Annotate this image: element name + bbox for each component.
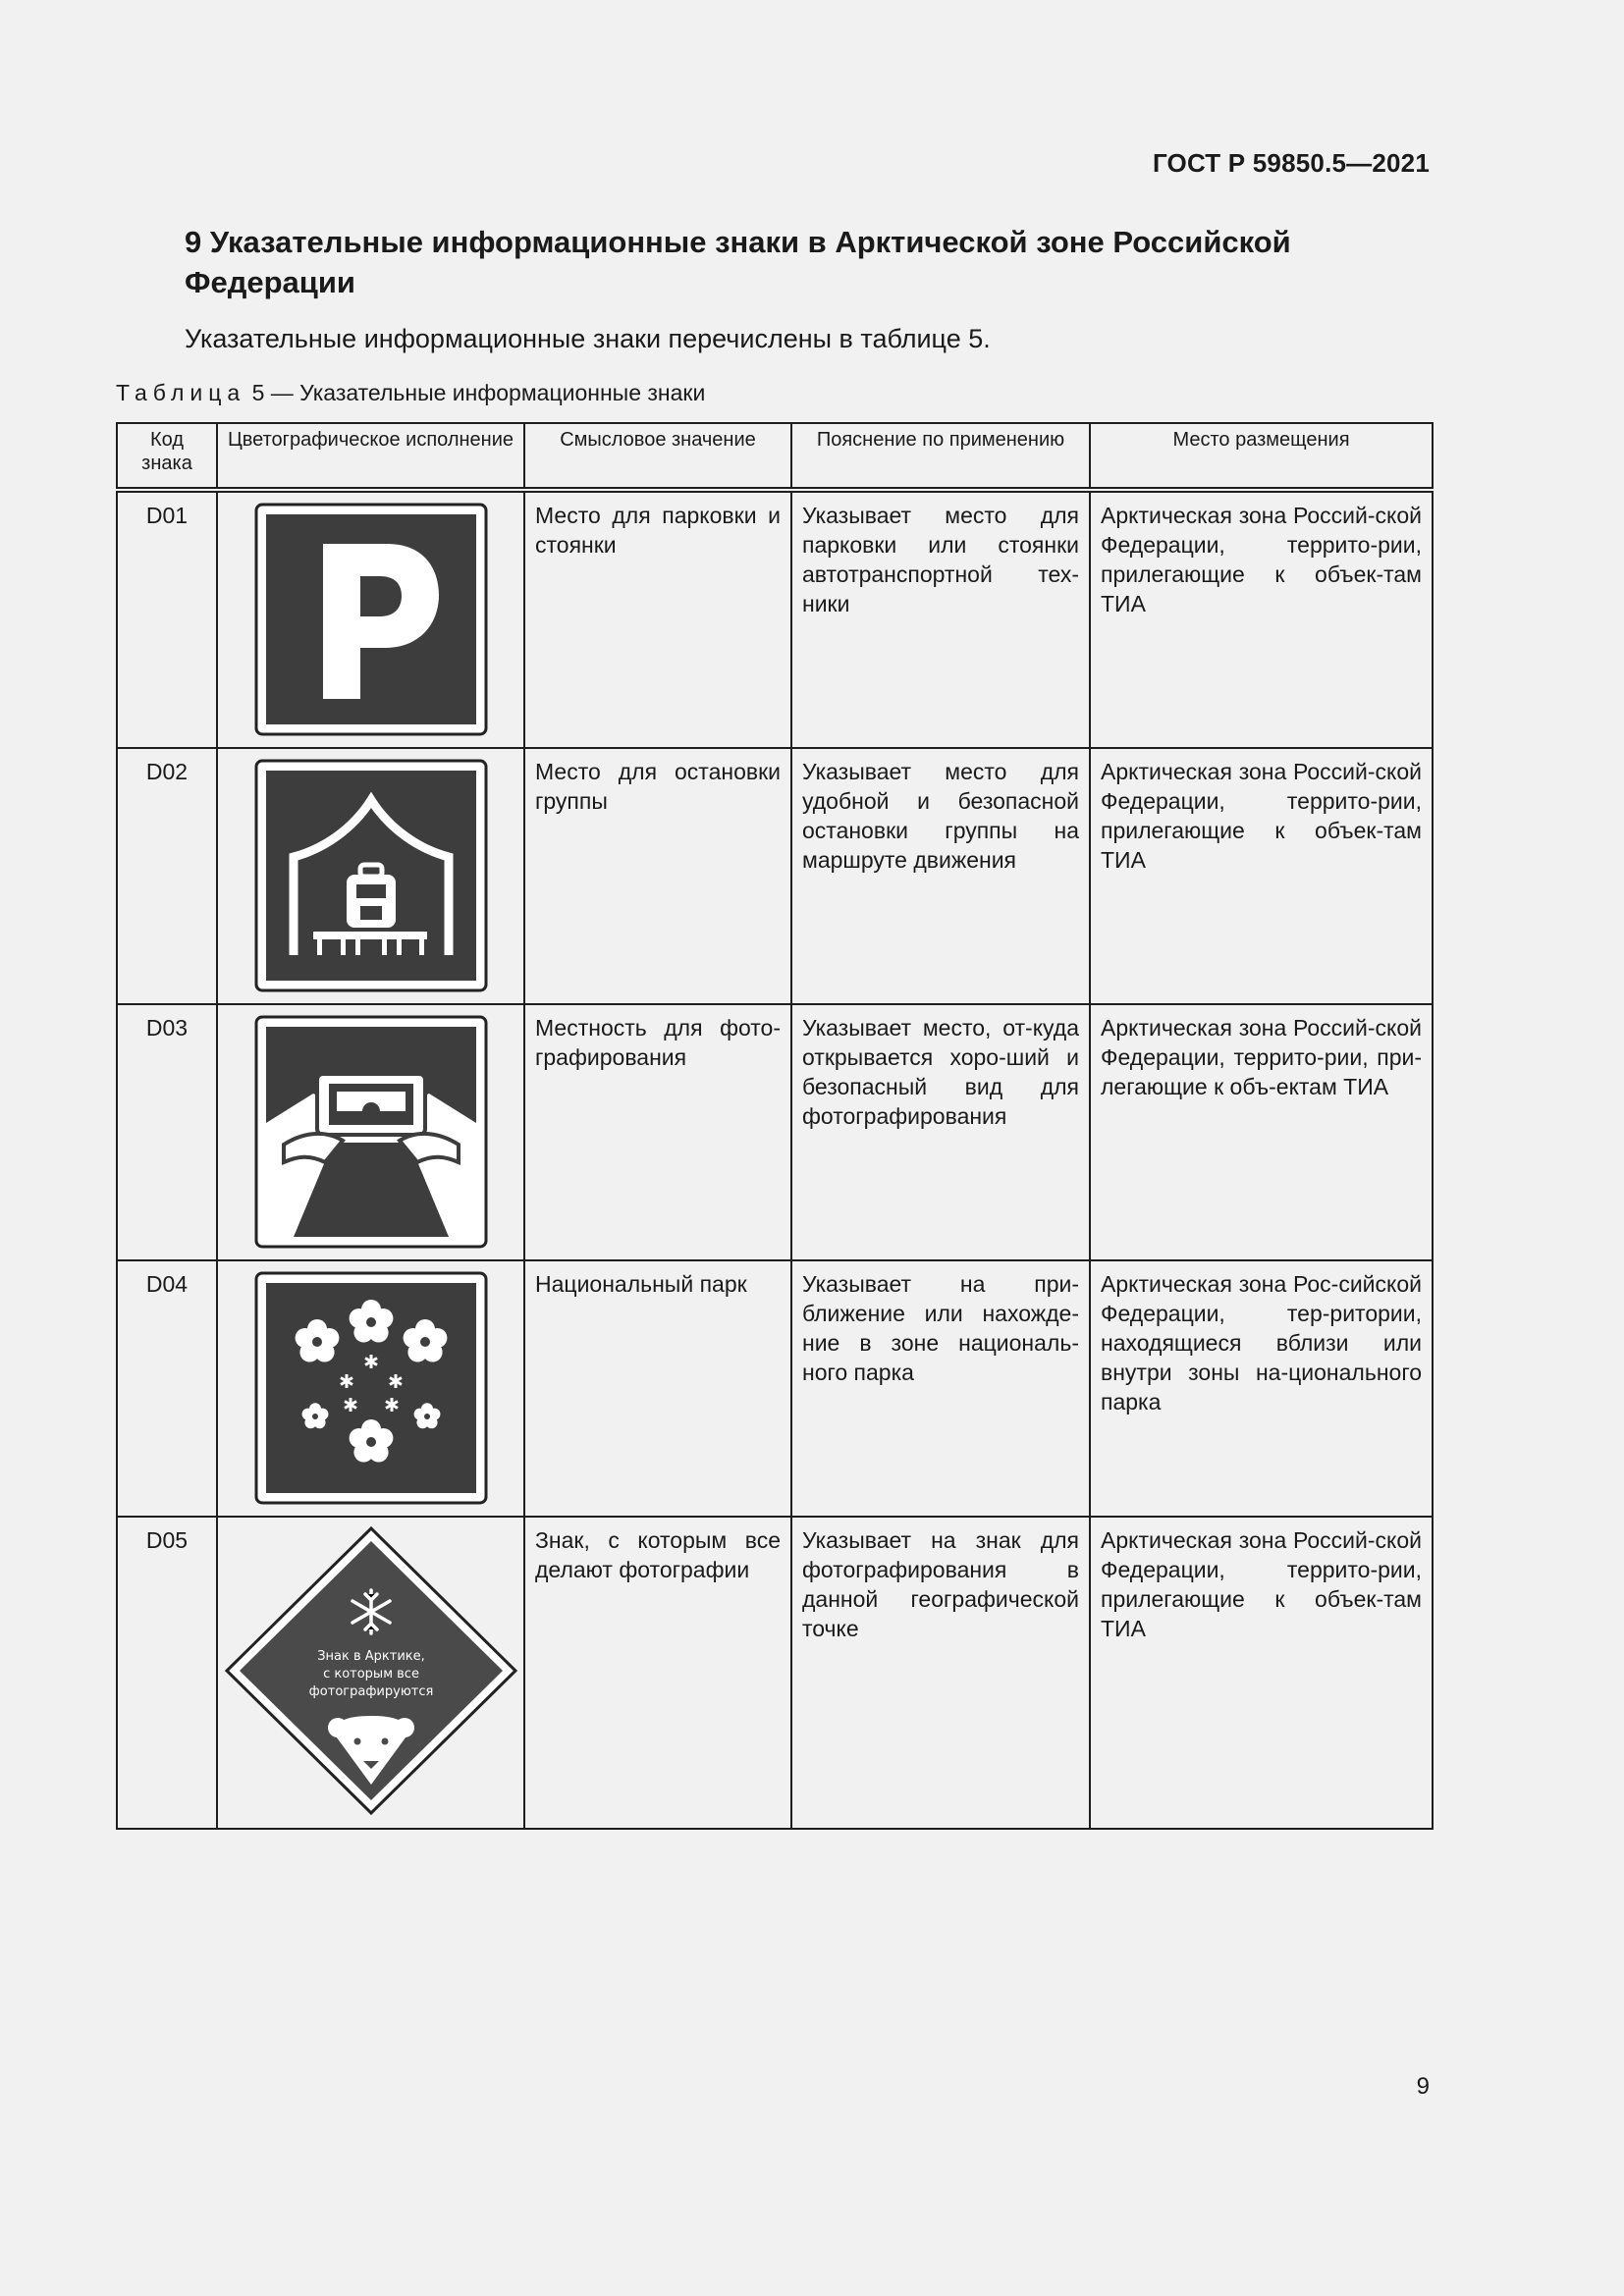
sign-code: D01 — [117, 490, 217, 748]
group-stop-sign-icon — [254, 759, 488, 992]
sign-code: D05 — [117, 1517, 217, 1829]
photo-spot-sign-icon — [254, 1015, 488, 1249]
sign-location: Арктическая зона Россий-ской Федерации, террито-рии, при-легающие к объ-ектам ТИА — [1090, 1004, 1433, 1260]
sign-code: D03 — [117, 1004, 217, 1260]
header-location: Место размещения — [1090, 423, 1433, 490]
sign-image-cell — [217, 490, 524, 748]
table-row — [117, 1260, 1433, 1517]
sign-meaning: Место для парковки и стоянки — [524, 490, 791, 748]
section-title: 9 Указательные информационные знаки в Арктической зоне Российской Федерации — [185, 225, 1291, 299]
sign-meaning: Место для остановки группы — [524, 748, 791, 1004]
table-header-row — [117, 423, 1433, 490]
national-park-sign-icon — [254, 1271, 488, 1505]
sign-image-cell — [217, 748, 524, 1004]
sign-d05-text-line-1: Знак в Арктике, — [316, 1649, 425, 1664]
sign-meaning: Знак, с которым все делают фотографии — [524, 1517, 791, 1829]
sign-location: Арктическая зона Россий-ской Федерации, террито-рии, прилегающие к объек-там ТИА — [1090, 1517, 1433, 1829]
section-intro: Указательные информационные знаки перечислены в таблице 5. — [185, 324, 991, 353]
header-image: Цветографическое исполнение — [217, 423, 524, 490]
sign-image-cell — [217, 1004, 524, 1260]
sign-meaning: Национальный парк — [524, 1260, 791, 1517]
sign-explanation: Указывает место для парковки или стоянки автотранспортной тех-ники — [791, 490, 1090, 748]
table-caption-text: 5 — Указательные информационные знаки — [251, 380, 706, 405]
table-row — [117, 490, 1433, 748]
table-caption-label: Таблица — [116, 380, 246, 405]
arctic-photo-sign-icon — [224, 1525, 518, 1816]
sign-meaning: Местность для фото-графирования — [524, 1004, 791, 1260]
header-code: Код знака — [117, 423, 217, 490]
table-row — [117, 748, 1433, 1004]
sign-explanation: Указывает на при-ближение или нахожде-ние в зоне националь-ного парка — [791, 1260, 1090, 1517]
sign-d05-text-line-2: с которым все — [322, 1667, 419, 1682]
sign-location: Арктическая зона Рос-сийской Федерации, тер-ритории, находящиеся вблизи или внутри зоны на-ционального парка — [1090, 1260, 1433, 1517]
header-explanation: Пояснение по применению — [791, 423, 1090, 490]
signs-table — [116, 422, 1434, 1830]
sign-image-cell — [217, 1260, 524, 1517]
sign-explanation: Указывает место, от-куда открывается хоро-ший и безопасный вид для фотографирования — [791, 1004, 1090, 1260]
table-row — [117, 1517, 1433, 1829]
sign-d05-text-line-3: фотографируются — [308, 1684, 433, 1699]
sign-code: D04 — [117, 1260, 217, 1517]
page-number: 9 — [1416, 2073, 1430, 2100]
sign-explanation: Указывает место для удобной и безопасной остановки группы на маршруте движения — [791, 748, 1090, 1004]
sign-image-cell — [217, 1517, 524, 1829]
table-caption — [116, 380, 705, 406]
sign-location: Арктическая зона Россий-ской Федерации, террито-рии, прилегающие к объек-там ТИА — [1090, 490, 1433, 748]
header-meaning: Смысловое значение — [524, 423, 791, 490]
sign-code: D02 — [117, 748, 217, 1004]
document-code: ГОСТ Р 59850.5—2021 — [1152, 148, 1430, 178]
table-row — [117, 1004, 1433, 1260]
parking-sign-icon — [254, 503, 488, 736]
sign-location: Арктическая зона Россий-ской Федерации, террито-рии, прилегающие к объек-там ТИА — [1090, 748, 1433, 1004]
sign-explanation: Указывает на знак для фотографирования в данной географической точке — [791, 1517, 1090, 1829]
